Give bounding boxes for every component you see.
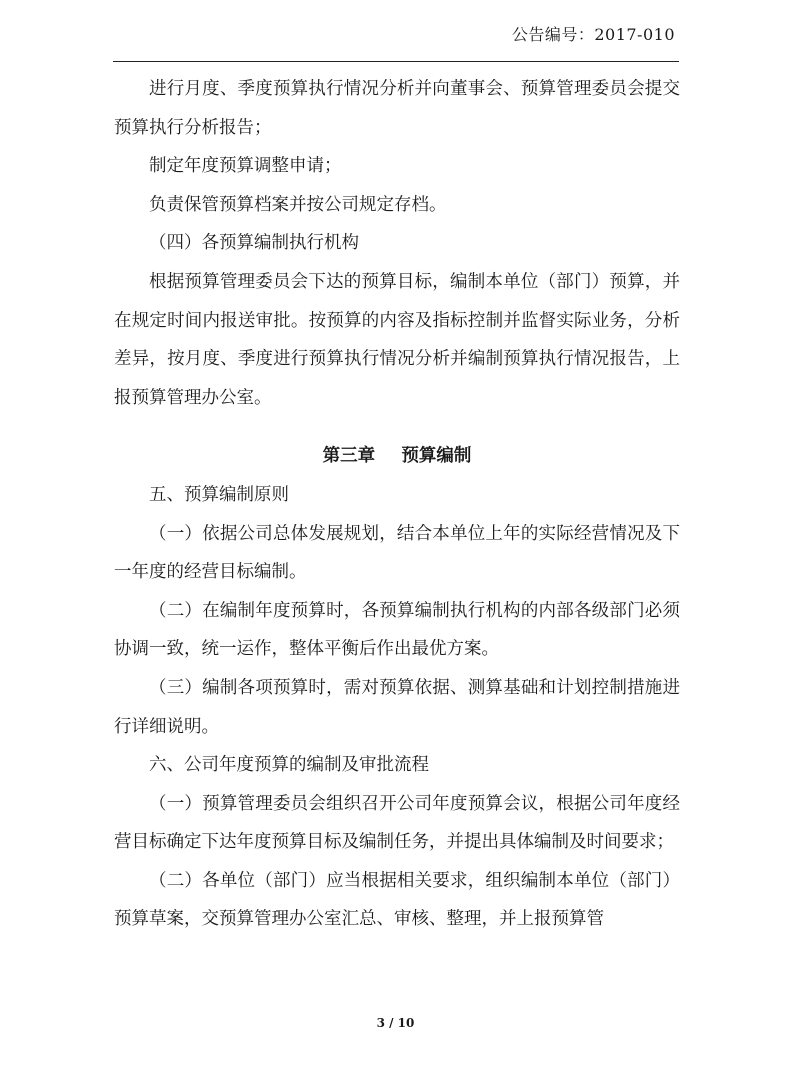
- section-heading: （四）各预算编制执行机构: [149, 233, 359, 254]
- chapter-title: 预算编制: [401, 446, 472, 467]
- paragraph: 根据预算管理委员会下达的预算目标，编制本单位（部门）预算，并在规定时间内报送审批。按预算的内容及指标控制并监督实际业务，分析差异，按月度、季度进行预算执行情况分析并编制预算执行情况报告，上报预算管理办公室。: [114, 271, 680, 408]
- spacer: [114, 417, 680, 437]
- document-body: [114, 70, 680, 939]
- paragraph: （一）依据公司总体发展规划，结合本单位上年的实际经营情况及下一年度的经营目标编制。: [114, 523, 680, 583]
- page-number: 3 / 10: [376, 1016, 415, 1030]
- paragraph: 进行月度、季度预算执行情况分析并向董事会、预算管理委员会提交预算执行分析报告；: [114, 79, 680, 138]
- chapter-number: 第三章: [322, 446, 376, 467]
- announcement-number: 公告编号：2017-010: [511, 25, 675, 44]
- paragraph: 制定年度预算调整申请；: [149, 156, 342, 177]
- paragraph: 负责保管预算档案并按公司规定存档。: [149, 194, 447, 215]
- section-heading: 五、预算编制原则: [149, 484, 289, 505]
- section-heading: 六、公司年度预算的编制及审批流程: [149, 755, 429, 776]
- header-divider: [113, 61, 679, 62]
- paragraph: （三）编制各项预算时，需对预算依据、测算基础和计划控制措施进行详细说明。: [114, 677, 680, 737]
- chapter-heading: [114, 437, 680, 476]
- paragraph: （一）预算管理委员会组织召开公司年度预算会议，根据公司年度经营目标确定下达年度预算目标及编制任务，并提出具体编制及时间要求；: [114, 793, 680, 853]
- paragraph: （二）在编制年度预算时，各预算编制执行机构的内部各级部门必须协调一致，统一运作，整体平衡后作出最优方案。: [114, 600, 680, 660]
- paragraph: （二）各单位（部门）应当根据相关要求，组织编制本单位（部门）预算草案，交预算管理办公室汇总、审核、整理，并上报预算管: [114, 870, 680, 930]
